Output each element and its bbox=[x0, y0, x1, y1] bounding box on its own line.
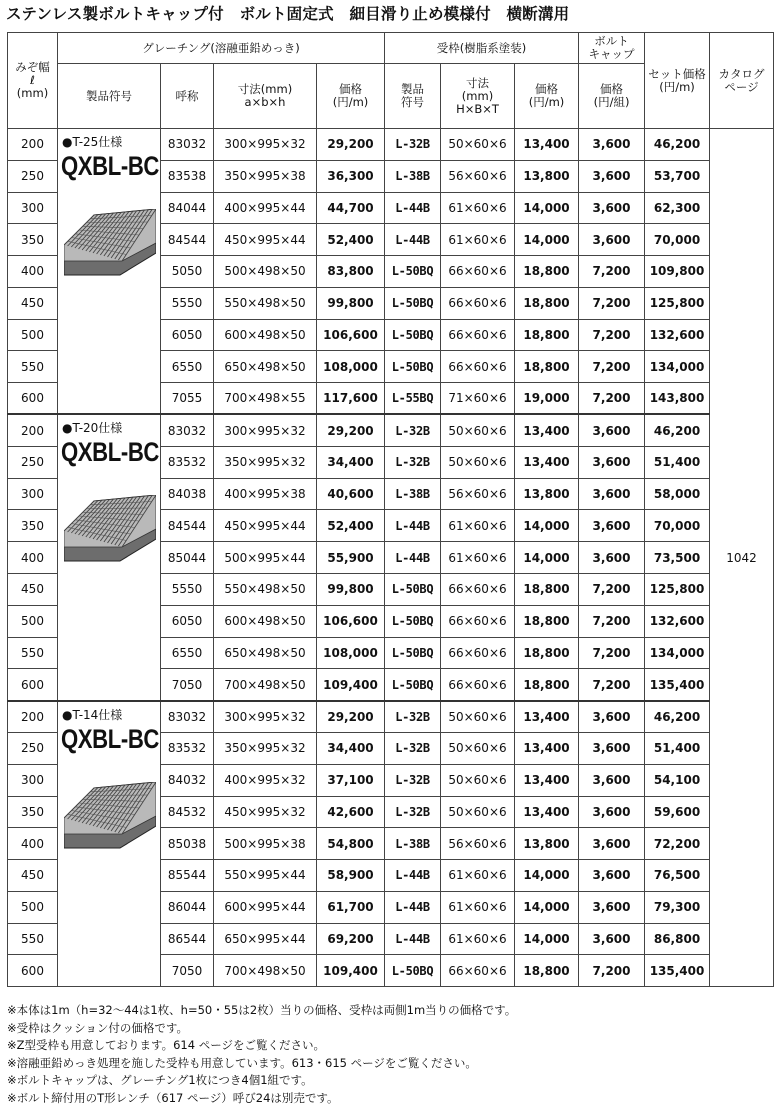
cell-frame-price: 13,800 bbox=[515, 160, 579, 192]
cell-frame-price: 13,400 bbox=[515, 796, 579, 828]
cell-dimension: 350×995×32 bbox=[214, 446, 317, 478]
cell-frame-price: 18,800 bbox=[515, 573, 579, 605]
cell-set-price: 72,200 bbox=[645, 828, 710, 860]
header-bolt-cap: ボルト キャップ bbox=[579, 33, 645, 64]
cell-frame-price: 14,000 bbox=[515, 192, 579, 224]
cell-price: 83,800 bbox=[317, 256, 385, 288]
cell-dimension: 600×498×50 bbox=[214, 605, 317, 637]
cell-price: 29,200 bbox=[317, 701, 385, 733]
cell-price: 52,400 bbox=[317, 224, 385, 256]
cell-set-price: 76,500 bbox=[645, 860, 710, 892]
cell-nominal: 7050 bbox=[161, 955, 214, 987]
cell-frame-price: 13,400 bbox=[515, 733, 579, 765]
cell-cap-price: 3,600 bbox=[579, 891, 645, 923]
cell-frame-code: L-32B bbox=[385, 446, 441, 478]
cell-cap-price: 7,200 bbox=[579, 383, 645, 415]
cell-price: 42,600 bbox=[317, 796, 385, 828]
cell-nominal: 83532 bbox=[161, 446, 214, 478]
cell-frame-dimension: 50×60×6 bbox=[441, 764, 515, 796]
cell-dimension: 400×995×32 bbox=[214, 764, 317, 796]
cell-width: 600 bbox=[8, 669, 58, 701]
cell-set-price: 125,800 bbox=[645, 573, 710, 605]
cell-price: 106,600 bbox=[317, 605, 385, 637]
cell-width: 300 bbox=[8, 764, 58, 796]
cell-catalog-page: 1042 bbox=[710, 129, 774, 987]
page-title: ステンレス製ボルトキャップ付 ボルト固定式 細目滑り止め模様付 横断溝用 bbox=[6, 5, 570, 23]
footnote: ※ボルト締付用のT形レンチ（617 ページ）呼び24は別売です。 bbox=[7, 1090, 339, 1105]
cell-nominal: 86544 bbox=[161, 923, 214, 955]
cell-price: 108,000 bbox=[317, 351, 385, 383]
cell-frame-code: L-32B bbox=[385, 764, 441, 796]
header-width: みぞ幅 ℓ (mm) bbox=[8, 33, 58, 129]
cell-frame-dimension: 61×60×6 bbox=[441, 510, 515, 542]
cell-width: 350 bbox=[8, 796, 58, 828]
footnotes bbox=[7, 1002, 516, 1107]
cell-width: 450 bbox=[8, 860, 58, 892]
cell-frame-dimension: 66×60×6 bbox=[441, 573, 515, 605]
cell-set-price: 125,800 bbox=[645, 287, 710, 319]
cell-frame-price: 14,000 bbox=[515, 891, 579, 923]
cell-set-price: 109,800 bbox=[645, 256, 710, 288]
cell-dimension: 350×995×32 bbox=[214, 733, 317, 765]
cell-nominal: 6550 bbox=[161, 637, 214, 669]
cell-width: 400 bbox=[8, 542, 58, 574]
cell-price: 61,700 bbox=[317, 891, 385, 923]
header-price-per-m: 価格 (円/m) bbox=[317, 64, 385, 129]
cell-cap-price: 3,600 bbox=[579, 733, 645, 765]
cell-cap-price: 7,200 bbox=[579, 605, 645, 637]
cell-price: 34,400 bbox=[317, 446, 385, 478]
cell-nominal: 86044 bbox=[161, 891, 214, 923]
series-name: QXBL-BC bbox=[61, 437, 159, 468]
footnote: ※本体は1m（h=32～44は1枚、h=50・55は2枚）当りの価格、受枠は両側1m当りの価格です。 bbox=[7, 1003, 517, 1017]
cell-nominal: 6050 bbox=[161, 605, 214, 637]
cell-frame-dimension: 66×60×6 bbox=[441, 669, 515, 701]
cell-frame-dimension: 56×60×6 bbox=[441, 828, 515, 860]
cell-width: 200 bbox=[8, 701, 58, 733]
cell-product-code bbox=[58, 129, 161, 415]
cell-nominal: 5550 bbox=[161, 287, 214, 319]
header-set-price: セット価格 (円/m) bbox=[645, 33, 710, 129]
cell-cap-price: 3,600 bbox=[579, 701, 645, 733]
cell-set-price: 135,400 bbox=[645, 955, 710, 987]
cell-dimension: 400×995×38 bbox=[214, 478, 317, 510]
cell-price: 54,800 bbox=[317, 828, 385, 860]
cell-frame-price: 18,800 bbox=[515, 955, 579, 987]
header-catalog: カタログ ページ bbox=[710, 33, 774, 129]
cell-set-price: 58,000 bbox=[645, 478, 710, 510]
cell-nominal: 85044 bbox=[161, 542, 214, 574]
cell-frame-code: L-50BQ bbox=[385, 351, 441, 383]
cell-frame-dimension: 50×60×6 bbox=[441, 414, 515, 446]
cell-frame-price: 13,400 bbox=[515, 701, 579, 733]
cell-set-price: 53,700 bbox=[645, 160, 710, 192]
cell-nominal: 83032 bbox=[161, 129, 214, 161]
table-body bbox=[8, 129, 774, 987]
cell-nominal: 83032 bbox=[161, 414, 214, 446]
cell-frame-code: L-50BQ bbox=[385, 256, 441, 288]
cell-cap-price: 3,600 bbox=[579, 860, 645, 892]
series-name: QXBL-BC bbox=[61, 151, 159, 181]
cell-product-code bbox=[58, 414, 161, 700]
cell-width: 500 bbox=[8, 319, 58, 351]
cell-set-price: 54,100 bbox=[645, 764, 710, 796]
header-frame-code: 製品 符号 bbox=[385, 64, 441, 129]
cell-dimension: 500×995×38 bbox=[214, 828, 317, 860]
header-product-code: 製品符号 bbox=[58, 64, 161, 129]
cell-price: 58,900 bbox=[317, 860, 385, 892]
cell-frame-code: L-38B bbox=[385, 828, 441, 860]
cell-width: 300 bbox=[8, 192, 58, 224]
cell-frame-dimension: 50×60×6 bbox=[441, 796, 515, 828]
cell-frame-price: 18,800 bbox=[515, 256, 579, 288]
cell-dimension: 450×995×44 bbox=[214, 510, 317, 542]
cell-cap-price: 3,600 bbox=[579, 414, 645, 446]
cell-set-price: 86,800 bbox=[645, 923, 710, 955]
cell-frame-price: 18,800 bbox=[515, 287, 579, 319]
cell-set-price: 73,500 bbox=[645, 542, 710, 574]
cell-dimension: 700×498×50 bbox=[214, 955, 317, 987]
header-dim-frame: 寸法 (mm) H×B×T bbox=[441, 64, 515, 129]
cell-width: 250 bbox=[8, 446, 58, 478]
cell-frame-code: L-44B bbox=[385, 923, 441, 955]
footnote: ※溶融亜鉛めっき処理を施した受枠も用意しています。613・615 ページをご覧ください。 bbox=[7, 1055, 477, 1070]
cell-cap-price: 7,200 bbox=[579, 955, 645, 987]
cell-nominal: 84544 bbox=[161, 224, 214, 256]
footnote: ※Z型受枠も用意しております。614 ページをご覧ください。 bbox=[7, 1038, 325, 1052]
cell-price: 29,200 bbox=[317, 414, 385, 446]
cell-frame-code: L-44B bbox=[385, 224, 441, 256]
cell-frame-price: 19,000 bbox=[515, 383, 579, 415]
cell-set-price: 132,600 bbox=[645, 319, 710, 351]
cell-dimension: 550×498×50 bbox=[214, 287, 317, 319]
cell-width: 450 bbox=[8, 287, 58, 319]
cell-frame-code: L-32B bbox=[385, 701, 441, 733]
cell-width: 300 bbox=[8, 478, 58, 510]
cell-nominal: 84532 bbox=[161, 796, 214, 828]
grating-product-image bbox=[64, 495, 156, 565]
cell-dimension: 650×995×44 bbox=[214, 923, 317, 955]
cell-frame-code: L-50BQ bbox=[385, 573, 441, 605]
cell-frame-code: L-55BQ bbox=[385, 383, 441, 415]
cell-frame-dimension: 66×60×6 bbox=[441, 351, 515, 383]
cell-frame-code: L-32B bbox=[385, 129, 441, 161]
cell-price: 108,000 bbox=[317, 637, 385, 669]
cell-dimension: 500×995×44 bbox=[214, 542, 317, 574]
cell-frame-price: 18,800 bbox=[515, 637, 579, 669]
cell-nominal: 83538 bbox=[161, 160, 214, 192]
cell-cap-price: 7,200 bbox=[579, 256, 645, 288]
spec-label: ●T-25仕様 bbox=[62, 135, 123, 149]
cell-frame-dimension: 56×60×6 bbox=[441, 160, 515, 192]
cell-frame-price: 14,000 bbox=[515, 510, 579, 542]
cell-width: 600 bbox=[8, 955, 58, 987]
cell-price: 99,800 bbox=[317, 287, 385, 319]
cell-frame-dimension: 56×60×6 bbox=[441, 478, 515, 510]
spec-label: ●T-20仕様 bbox=[62, 421, 123, 436]
cell-nominal: 84032 bbox=[161, 764, 214, 796]
cell-width: 550 bbox=[8, 637, 58, 669]
cell-frame-code: L-32B bbox=[385, 796, 441, 828]
cell-set-price: 135,400 bbox=[645, 669, 710, 701]
cell-dimension: 400×995×44 bbox=[214, 192, 317, 224]
cell-width: 400 bbox=[8, 256, 58, 288]
cell-cap-price: 3,600 bbox=[579, 828, 645, 860]
cell-price: 106,600 bbox=[317, 319, 385, 351]
cell-nominal: 85544 bbox=[161, 860, 214, 892]
cell-cap-price: 7,200 bbox=[579, 319, 645, 351]
cell-nominal: 85038 bbox=[161, 828, 214, 860]
grating-product-image bbox=[64, 209, 156, 279]
cell-set-price: 70,000 bbox=[645, 510, 710, 542]
cell-frame-dimension: 66×60×6 bbox=[441, 287, 515, 319]
cell-price: 36,300 bbox=[317, 160, 385, 192]
cell-dimension: 650×498×50 bbox=[214, 637, 317, 669]
cell-width: 500 bbox=[8, 891, 58, 923]
cell-cap-price: 3,600 bbox=[579, 224, 645, 256]
cell-frame-price: 13,400 bbox=[515, 446, 579, 478]
cell-nominal: 6050 bbox=[161, 319, 214, 351]
cell-nominal: 84038 bbox=[161, 478, 214, 510]
cell-set-price: 132,600 bbox=[645, 605, 710, 637]
cell-frame-code: L-44B bbox=[385, 510, 441, 542]
cell-nominal: 5550 bbox=[161, 573, 214, 605]
header-cap-price: 価格 (円/組) bbox=[579, 64, 645, 129]
cell-cap-price: 3,600 bbox=[579, 478, 645, 510]
cell-frame-price: 14,000 bbox=[515, 923, 579, 955]
cell-cap-price: 7,200 bbox=[579, 287, 645, 319]
cell-frame-dimension: 61×60×6 bbox=[441, 224, 515, 256]
table-row bbox=[8, 701, 774, 733]
cell-width: 450 bbox=[8, 573, 58, 605]
cell-nominal: 83032 bbox=[161, 701, 214, 733]
cell-frame-dimension: 50×60×6 bbox=[441, 701, 515, 733]
cell-nominal: 7050 bbox=[161, 669, 214, 701]
spec-label: ●T-14仕様 bbox=[62, 707, 123, 722]
cell-product-code bbox=[58, 701, 161, 987]
cell-cap-price: 3,600 bbox=[579, 192, 645, 224]
cell-frame-dimension: 50×60×6 bbox=[441, 733, 515, 765]
cell-price: 99,800 bbox=[317, 573, 385, 605]
cell-dimension: 550×498×50 bbox=[214, 573, 317, 605]
cell-dimension: 650×498×50 bbox=[214, 351, 317, 383]
cell-width: 350 bbox=[8, 224, 58, 256]
cell-price: 52,400 bbox=[317, 510, 385, 542]
cell-frame-price: 13,400 bbox=[515, 414, 579, 446]
cell-set-price: 70,000 bbox=[645, 224, 710, 256]
cell-nominal: 84044 bbox=[161, 192, 214, 224]
cell-frame-price: 13,400 bbox=[515, 764, 579, 796]
cell-set-price: 134,000 bbox=[645, 351, 710, 383]
cell-set-price: 134,000 bbox=[645, 637, 710, 669]
cell-dimension: 700×498×50 bbox=[214, 669, 317, 701]
table-row bbox=[8, 129, 774, 161]
cell-frame-price: 18,800 bbox=[515, 669, 579, 701]
cell-cap-price: 3,600 bbox=[579, 923, 645, 955]
price-table bbox=[7, 32, 774, 987]
cell-cap-price: 3,600 bbox=[579, 764, 645, 796]
footnote: ※受枠はクッション付の価格です。 bbox=[7, 1020, 188, 1035]
cell-width: 200 bbox=[8, 129, 58, 161]
cell-cap-price: 3,600 bbox=[579, 796, 645, 828]
cell-price: 34,400 bbox=[317, 733, 385, 765]
header-grating-group: グレーチング(溶融亜鉛めっき) bbox=[58, 33, 385, 64]
cell-nominal: 6550 bbox=[161, 351, 214, 383]
cell-frame-dimension: 66×60×6 bbox=[441, 955, 515, 987]
cell-frame-code: L-44B bbox=[385, 542, 441, 574]
cell-price: 37,100 bbox=[317, 764, 385, 796]
cell-dimension: 700×498×55 bbox=[214, 383, 317, 415]
series-name: QXBL-BC bbox=[61, 723, 159, 754]
cell-frame-code: L-50BQ bbox=[385, 669, 441, 701]
cell-frame-code: L-32B bbox=[385, 733, 441, 765]
cell-frame-dimension: 66×60×6 bbox=[441, 637, 515, 669]
cell-frame-dimension: 50×60×6 bbox=[441, 446, 515, 478]
cell-frame-price: 14,000 bbox=[515, 224, 579, 256]
cell-frame-code: L-44B bbox=[385, 192, 441, 224]
cell-dimension: 300×995×32 bbox=[214, 701, 317, 733]
cell-dimension: 600×498×50 bbox=[214, 319, 317, 351]
cell-dimension: 500×498×50 bbox=[214, 256, 317, 288]
cell-dimension: 450×995×44 bbox=[214, 224, 317, 256]
table-row bbox=[8, 414, 774, 446]
cell-cap-price: 3,600 bbox=[579, 160, 645, 192]
cell-width: 550 bbox=[8, 923, 58, 955]
cell-width: 250 bbox=[8, 733, 58, 765]
cell-frame-dimension: 66×60×6 bbox=[441, 605, 515, 637]
cell-cap-price: 3,600 bbox=[579, 542, 645, 574]
cell-dimension: 350×995×38 bbox=[214, 160, 317, 192]
cell-frame-dimension: 61×60×6 bbox=[441, 192, 515, 224]
cell-set-price: 46,200 bbox=[645, 414, 710, 446]
cell-price: 44,700 bbox=[317, 192, 385, 224]
header-dim-grating: 寸法(mm) a×b×h bbox=[214, 64, 317, 129]
cell-width: 350 bbox=[8, 510, 58, 542]
cell-dimension: 550×995×44 bbox=[214, 860, 317, 892]
cell-frame-code: L-50BQ bbox=[385, 319, 441, 351]
cell-price: 69,200 bbox=[317, 923, 385, 955]
cell-dimension: 300×995×32 bbox=[214, 414, 317, 446]
cell-price: 55,900 bbox=[317, 542, 385, 574]
cell-cap-price: 7,200 bbox=[579, 669, 645, 701]
cell-cap-price: 3,600 bbox=[579, 129, 645, 161]
cell-frame-dimension: 71×60×6 bbox=[441, 383, 515, 415]
cell-price: 29,200 bbox=[317, 129, 385, 161]
cell-set-price: 51,400 bbox=[645, 446, 710, 478]
cell-nominal: 84544 bbox=[161, 510, 214, 542]
cell-frame-code: L-50BQ bbox=[385, 287, 441, 319]
cell-cap-price: 7,200 bbox=[579, 637, 645, 669]
cell-cap-price: 3,600 bbox=[579, 446, 645, 478]
cell-frame-price: 14,000 bbox=[515, 860, 579, 892]
cell-set-price: 62,300 bbox=[645, 192, 710, 224]
cell-width: 500 bbox=[8, 605, 58, 637]
cell-frame-dimension: 66×60×6 bbox=[441, 319, 515, 351]
cell-frame-code: L-32B bbox=[385, 414, 441, 446]
cell-price: 40,600 bbox=[317, 478, 385, 510]
header-frame-group: 受枠(樹脂系塗装) bbox=[385, 33, 579, 64]
cell-frame-dimension: 50×60×6 bbox=[441, 129, 515, 161]
cell-cap-price: 7,200 bbox=[579, 351, 645, 383]
cell-frame-code: L-38B bbox=[385, 160, 441, 192]
cell-price: 109,400 bbox=[317, 955, 385, 987]
cell-frame-price: 14,000 bbox=[515, 542, 579, 574]
cell-cap-price: 3,600 bbox=[579, 510, 645, 542]
grating-product-image bbox=[64, 782, 156, 852]
cell-frame-code: L-38B bbox=[385, 478, 441, 510]
cell-frame-price: 18,800 bbox=[515, 605, 579, 637]
cell-width: 550 bbox=[8, 351, 58, 383]
cell-frame-price: 13,800 bbox=[515, 478, 579, 510]
cell-frame-dimension: 66×60×6 bbox=[441, 256, 515, 288]
cell-set-price: 51,400 bbox=[645, 733, 710, 765]
cell-nominal: 7055 bbox=[161, 383, 214, 415]
cell-frame-dimension: 61×60×6 bbox=[441, 923, 515, 955]
cell-price: 117,600 bbox=[317, 383, 385, 415]
cell-cap-price: 7,200 bbox=[579, 573, 645, 605]
cell-set-price: 143,800 bbox=[645, 383, 710, 415]
cell-frame-price: 18,800 bbox=[515, 351, 579, 383]
cell-nominal: 5050 bbox=[161, 256, 214, 288]
cell-width: 600 bbox=[8, 383, 58, 415]
cell-dimension: 600×995×44 bbox=[214, 891, 317, 923]
header-nominal: 呼称 bbox=[161, 64, 214, 129]
cell-width: 250 bbox=[8, 160, 58, 192]
cell-price: 109,400 bbox=[317, 669, 385, 701]
cell-frame-dimension: 61×60×6 bbox=[441, 542, 515, 574]
cell-width: 400 bbox=[8, 828, 58, 860]
cell-frame-dimension: 61×60×6 bbox=[441, 860, 515, 892]
cell-frame-dimension: 61×60×6 bbox=[441, 891, 515, 923]
footnote: ※ボルトキャップは、グレーチング1枚につき4個1組です。 bbox=[7, 1073, 313, 1087]
cell-frame-code: L-50BQ bbox=[385, 637, 441, 669]
cell-frame-code: L-50BQ bbox=[385, 605, 441, 637]
cell-frame-price: 18,800 bbox=[515, 319, 579, 351]
cell-nominal: 83532 bbox=[161, 733, 214, 765]
cell-frame-price: 13,400 bbox=[515, 129, 579, 161]
header-frame-price: 価格 (円/m) bbox=[515, 64, 579, 129]
cell-set-price: 59,600 bbox=[645, 796, 710, 828]
cell-frame-code: L-44B bbox=[385, 860, 441, 892]
cell-dimension: 450×995×32 bbox=[214, 796, 317, 828]
cell-set-price: 46,200 bbox=[645, 129, 710, 161]
cell-dimension: 300×995×32 bbox=[214, 129, 317, 161]
cell-frame-code: L-50BQ bbox=[385, 955, 441, 987]
cell-set-price: 46,200 bbox=[645, 701, 710, 733]
cell-set-price: 79,300 bbox=[645, 891, 710, 923]
cell-width: 200 bbox=[8, 414, 58, 446]
cell-frame-code: L-44B bbox=[385, 891, 441, 923]
cell-frame-price: 13,800 bbox=[515, 828, 579, 860]
